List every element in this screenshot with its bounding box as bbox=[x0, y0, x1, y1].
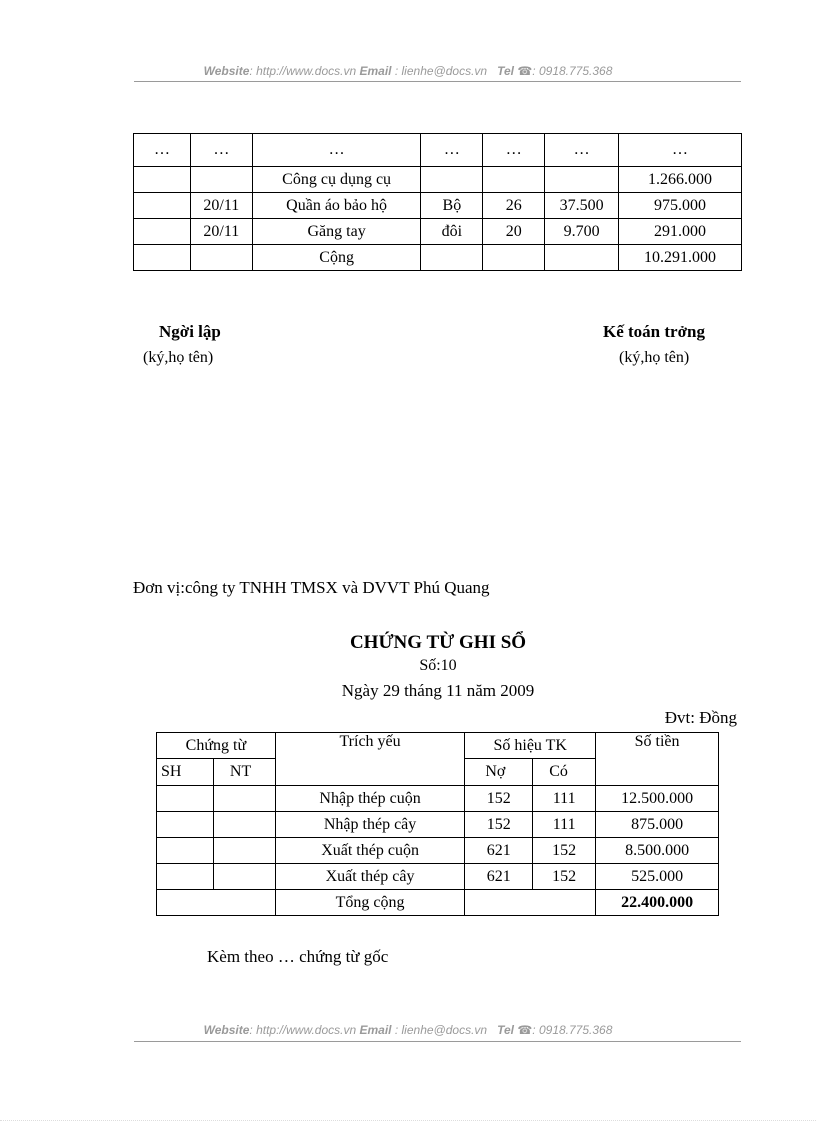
total-value: 22.400.000 bbox=[596, 890, 719, 916]
materials-table bbox=[133, 133, 742, 271]
table-cell: Bộ bbox=[421, 193, 483, 219]
tel-value: : 0918.775.368 bbox=[532, 64, 613, 78]
table-cell bbox=[157, 890, 276, 916]
accountant-subtitle: (ký,họ tên) bbox=[619, 349, 690, 366]
table-row bbox=[134, 245, 742, 271]
accountant-title: Kế toán trởng bbox=[603, 322, 705, 341]
header-rule bbox=[134, 81, 741, 82]
table-cell: Nhập thép cây bbox=[275, 812, 465, 838]
table-cell bbox=[134, 219, 191, 245]
table-cell: 875.000 bbox=[596, 812, 719, 838]
table-cell: 20/11 bbox=[190, 193, 252, 219]
page-header bbox=[0, 64, 816, 78]
tel-value: : 0918.775.368 bbox=[532, 1023, 613, 1037]
table-cell bbox=[157, 786, 214, 812]
tel-label: Tel bbox=[497, 64, 514, 78]
currency-unit: Đvt: Đồng bbox=[664, 708, 737, 727]
table-cell: 621 bbox=[465, 838, 533, 864]
header-so-hieu-tk: Số hiệu TK bbox=[465, 733, 596, 759]
table-cell: Cộng bbox=[252, 245, 421, 271]
preparer-subtitle: (ký,họ tên) bbox=[143, 349, 214, 366]
voucher-table bbox=[156, 732, 719, 916]
table-cell: 8.500.000 bbox=[596, 838, 719, 864]
table-cell bbox=[213, 786, 275, 812]
page-footer bbox=[0, 1023, 816, 1037]
table-row bbox=[157, 864, 719, 890]
email-value[interactable]: : lienhe@docs.vn bbox=[394, 1023, 488, 1037]
table-cell: 152 bbox=[465, 812, 533, 838]
table-cell: Nhập thép cuộn bbox=[275, 786, 465, 812]
table-cell: 525.000 bbox=[596, 864, 719, 890]
total-label: Tổng cộng bbox=[275, 890, 465, 916]
footer-rule bbox=[134, 1041, 741, 1042]
table-row bbox=[157, 838, 719, 864]
voucher-number: Số:10 bbox=[419, 657, 457, 674]
table-cell: 621 bbox=[465, 864, 533, 890]
table-cell bbox=[157, 838, 214, 864]
website-url[interactable]: : http://www.docs.vn bbox=[249, 1023, 357, 1037]
table-cell bbox=[190, 167, 252, 193]
table-cell: 1.266.000 bbox=[619, 167, 742, 193]
table-cell bbox=[465, 890, 596, 916]
table-cell: 975.000 bbox=[619, 193, 742, 219]
table-cell bbox=[134, 167, 191, 193]
header-so-tien: Số tiền bbox=[596, 733, 719, 786]
table-cell bbox=[213, 838, 275, 864]
table-cell: 20/11 bbox=[190, 219, 252, 245]
table-row bbox=[134, 193, 742, 219]
table-cell: 111 bbox=[533, 812, 596, 838]
table-row bbox=[157, 786, 719, 812]
table-cell: Xuất thép cuộn bbox=[275, 838, 465, 864]
table-cell: … bbox=[619, 134, 742, 167]
header-chung-tu: Chứng từ bbox=[157, 733, 276, 759]
website-url[interactable]: : http://www.docs.vn bbox=[249, 64, 357, 78]
table-cell: Công cụ dụng cụ bbox=[252, 167, 421, 193]
table-cell bbox=[213, 812, 275, 838]
table-cell: 37.500 bbox=[545, 193, 619, 219]
table-cell: đôi bbox=[421, 219, 483, 245]
website-label: Website bbox=[203, 1023, 250, 1037]
email-value[interactable]: : lienhe@docs.vn bbox=[394, 64, 488, 78]
table-cell: 26 bbox=[483, 193, 545, 219]
table-cell: … bbox=[134, 134, 191, 167]
table-cell bbox=[134, 245, 191, 271]
email-label: Email bbox=[359, 1023, 392, 1037]
table-cell: 152 bbox=[533, 838, 596, 864]
table-cell: 10.291.000 bbox=[619, 245, 742, 271]
table-cell bbox=[545, 245, 619, 271]
table-row bbox=[157, 812, 719, 838]
table-row bbox=[134, 134, 742, 167]
company-unit: Đơn vị:công ty TNHH TMSX và DVVT Phú Quang bbox=[133, 578, 490, 597]
table-cell: 291.000 bbox=[619, 219, 742, 245]
table-cell: … bbox=[421, 134, 483, 167]
table-cell: 9.700 bbox=[545, 219, 619, 245]
phone-icon: ☎ bbox=[517, 64, 533, 78]
table-row bbox=[134, 167, 742, 193]
attached-documents: Kèm theo … chứng từ gốc bbox=[207, 947, 389, 966]
table-cell bbox=[483, 245, 545, 271]
table-cell bbox=[421, 245, 483, 271]
table-cell bbox=[157, 864, 214, 890]
header-sh: SH bbox=[157, 759, 214, 786]
header-trich-yeu: Trích yếu bbox=[275, 733, 465, 786]
total-row bbox=[157, 890, 719, 916]
preparer-title: Ngời lập bbox=[159, 322, 221, 341]
table-cell bbox=[134, 193, 191, 219]
table-cell: 12.500.000 bbox=[596, 786, 719, 812]
tel-label: Tel bbox=[497, 1023, 514, 1037]
table-cell: 111 bbox=[533, 786, 596, 812]
header-co: Có bbox=[533, 759, 596, 786]
table-cell: … bbox=[483, 134, 545, 167]
table-cell bbox=[213, 864, 275, 890]
table-row bbox=[134, 219, 742, 245]
table-cell bbox=[483, 167, 545, 193]
voucher-date: Ngày 29 tháng 11 năm 2009 bbox=[341, 681, 535, 700]
voucher-title: CHỨNG TỪ GHI SỔ bbox=[349, 632, 527, 653]
page-edge bbox=[0, 1120, 816, 1121]
table-cell: … bbox=[252, 134, 421, 167]
table-cell: Quần áo bảo hộ bbox=[252, 193, 421, 219]
table-cell: 20 bbox=[483, 219, 545, 245]
table-cell: 152 bbox=[465, 786, 533, 812]
email-label: Email bbox=[359, 64, 392, 78]
phone-icon: ☎ bbox=[517, 1023, 533, 1037]
table-cell bbox=[545, 167, 619, 193]
table-cell: … bbox=[190, 134, 252, 167]
table-cell: 152 bbox=[533, 864, 596, 890]
table-cell: Xuất thép cây bbox=[275, 864, 465, 890]
table-cell bbox=[421, 167, 483, 193]
table-cell bbox=[190, 245, 252, 271]
table-cell bbox=[157, 812, 214, 838]
header-nt: NT bbox=[213, 759, 275, 786]
table-header-row bbox=[157, 733, 719, 759]
website-label: Website bbox=[203, 64, 250, 78]
table-cell: Găng tay bbox=[252, 219, 421, 245]
header-no: Nợ bbox=[465, 759, 533, 786]
table-cell: … bbox=[545, 134, 619, 167]
